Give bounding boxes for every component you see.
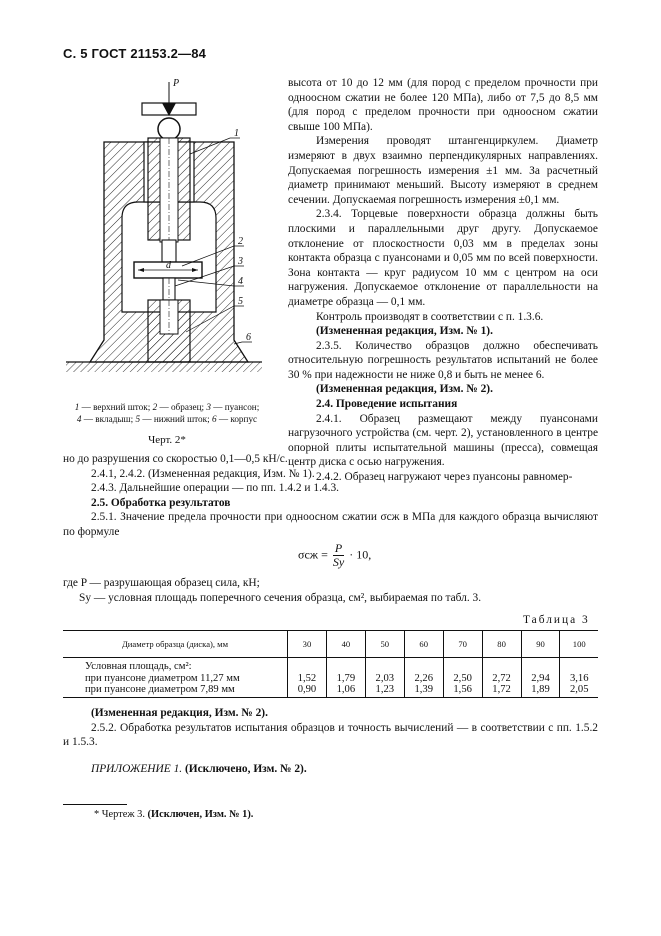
table-title: Таблица 3 — [523, 614, 590, 626]
paragraph: высота от 10 до 12 мм (для пород с пределом прочности при одноосном сжатии не более 120 МПа), либо от 7,5 до 8,5 мм (для пород с пределом прочности при одноосном сжатии свыше 100 МПа). — [288, 77, 598, 133]
paragraph: 2.5.1. Значение предела прочности при одноосном сжатии σсж в МПа для каждого образца вычисляют по формуле — [63, 511, 598, 538]
figure-title: Черт. 2* — [148, 434, 186, 446]
part-6-label: 6 — [246, 332, 251, 343]
col-header: 80 — [482, 631, 521, 658]
section-heading: 2.5. Обработка результатов — [91, 496, 231, 509]
section-heading: 2.4. Проведение испытания — [316, 398, 458, 411]
table-row: Условная площадь, см²: при пуансоне диаметром 11,27 мм при пуансоне диаметром 7,89 мм 1,52 0,90 1,79 1,06 2,03 1,23 2,26 1,39 2,50 1,56 2,72 1,72 2,94 1,89 3,16 2,05 — [63, 658, 598, 698]
formula-fraction: $\frac{P}{Sy}$ — [332, 541, 345, 569]
test-fixture-drawing — [62, 72, 272, 402]
page-header: С. 5 ГОСТ 21153.2—84 — [63, 46, 207, 61]
ball-joint — [158, 118, 180, 140]
caption-line-1: 1 — верхний шток; 2 — образец; 3 — пуансон; — [74, 402, 260, 412]
col-header: 100 — [560, 631, 598, 658]
paragraph: 2.4.1. Образец размещают между пуансонами нагрузочного устройства (см. черт. 2), установленного в центре опорной плиты испытательной машины (пресса), совмещая центр диска с осью нагружения. — [288, 412, 598, 469]
paragraph: 2.4.2. Образец нагружают через пуансоны равномер- — [316, 471, 573, 484]
where-line: Sy — условная площадь поперечного сечения образца, см², выбираемая по табл. 3. — [79, 591, 482, 604]
force-label: P — [173, 78, 180, 89]
paragraph: 2.4.1, 2.4.2. (Измененная редакция, Изм. № 1). — [91, 467, 315, 480]
right-column-text — [288, 76, 598, 485]
paragraph: (Измененная редакция, Изм. № 1). — [316, 325, 493, 338]
strength-formula — [298, 542, 371, 569]
part-3-label: 3 — [238, 256, 243, 267]
paragraph: 2.5.2. Обработка результатов испытания образцов и точность вычислений — в соответствии с пп. 1.5.2 и 1.5.3. — [63, 721, 598, 749]
appendix-title: ПРИЛОЖЕНИЕ 1. — [91, 763, 183, 775]
paragraph: Контроль производят в соответствии с п. 1.3.6. — [316, 310, 544, 323]
area-table — [63, 630, 598, 698]
col-header: 50 — [365, 631, 404, 658]
paragraph: (Измененная редакция, Изм. № 2). — [91, 707, 268, 719]
where-block — [63, 576, 598, 605]
table-header-label: Диаметр образца (диска), мм — [63, 631, 288, 658]
paragraph: но до разрушения со скоростью 0,1—0,5 кН/с. — [63, 453, 288, 465]
paragraph: Измерения проводят штангенциркулем. Диаметр измеряют в двух взаимно перпендикулярных направлениях. Допускаемая погрешность измерения ±1 мм. За расчетный диаметр принимают меньший. Высоту измеряют в среднем сечении. Допускаемая погрешность измерения ±0,1 мм. — [288, 135, 598, 206]
full-width-text — [63, 452, 598, 540]
appendix-note: (Исключено, Изм. № 2). — [182, 763, 307, 775]
caption-line-2: 4 — вкладыш; 5 — нижний шток; 6 — корпус — [76, 413, 258, 424]
part-4-label: 4 — [238, 276, 243, 287]
diameter-label: d — [166, 260, 171, 271]
formula-lhs: σсж = — [298, 547, 328, 562]
where-line: где P — разрушающая образец сила, кН; — [63, 577, 260, 589]
paragraph: 2.4.3. Дальнейшие операции — по пп. 1.4.2 и 1.4.3. — [91, 482, 339, 495]
part-5-label: 5 — [238, 296, 243, 307]
col-header: 70 — [443, 631, 482, 658]
paragraph: (Измененная редакция, Изм. № 2). — [316, 383, 493, 396]
col-header: 60 — [404, 631, 443, 658]
appendix-line — [63, 762, 598, 777]
paragraph: 2.3.4. Торцевые поверхности образца должны быть плоскими и параллельными друг другу. Допускаемое отклонение от плоскостности 0,03 мм в пределах зоны контакта образца с пуансонами и 0,05 мм по всей поверхности. Зона контакта — круг радиусом 10 мм с центром на оси нагружения. Допускаемое отклонение от параллельности на диаметре образца — 0,1 мм. — [288, 208, 598, 308]
after-table-text — [63, 706, 598, 750]
col-header: 90 — [521, 631, 560, 658]
part-2-label: 2 — [238, 236, 243, 247]
paragraph: 2.3.5. Количество образцов должно обеспечивать относительную погрешность результатов испытаний не более 30 % при надежности не ниже 0,8 и быть не менее 6. — [288, 339, 598, 381]
force-arrow-icon — [142, 82, 196, 116]
formula-rhs: · 10, — [349, 547, 372, 562]
col-header: 40 — [326, 631, 365, 658]
figure-caption — [62, 402, 272, 425]
footnote: * Чертеж 3. (Исключен, Изм. № 1). — [94, 809, 254, 820]
col-header: 30 — [288, 631, 327, 658]
footnote-divider — [63, 804, 127, 805]
part-1-label: 1 — [234, 128, 239, 139]
